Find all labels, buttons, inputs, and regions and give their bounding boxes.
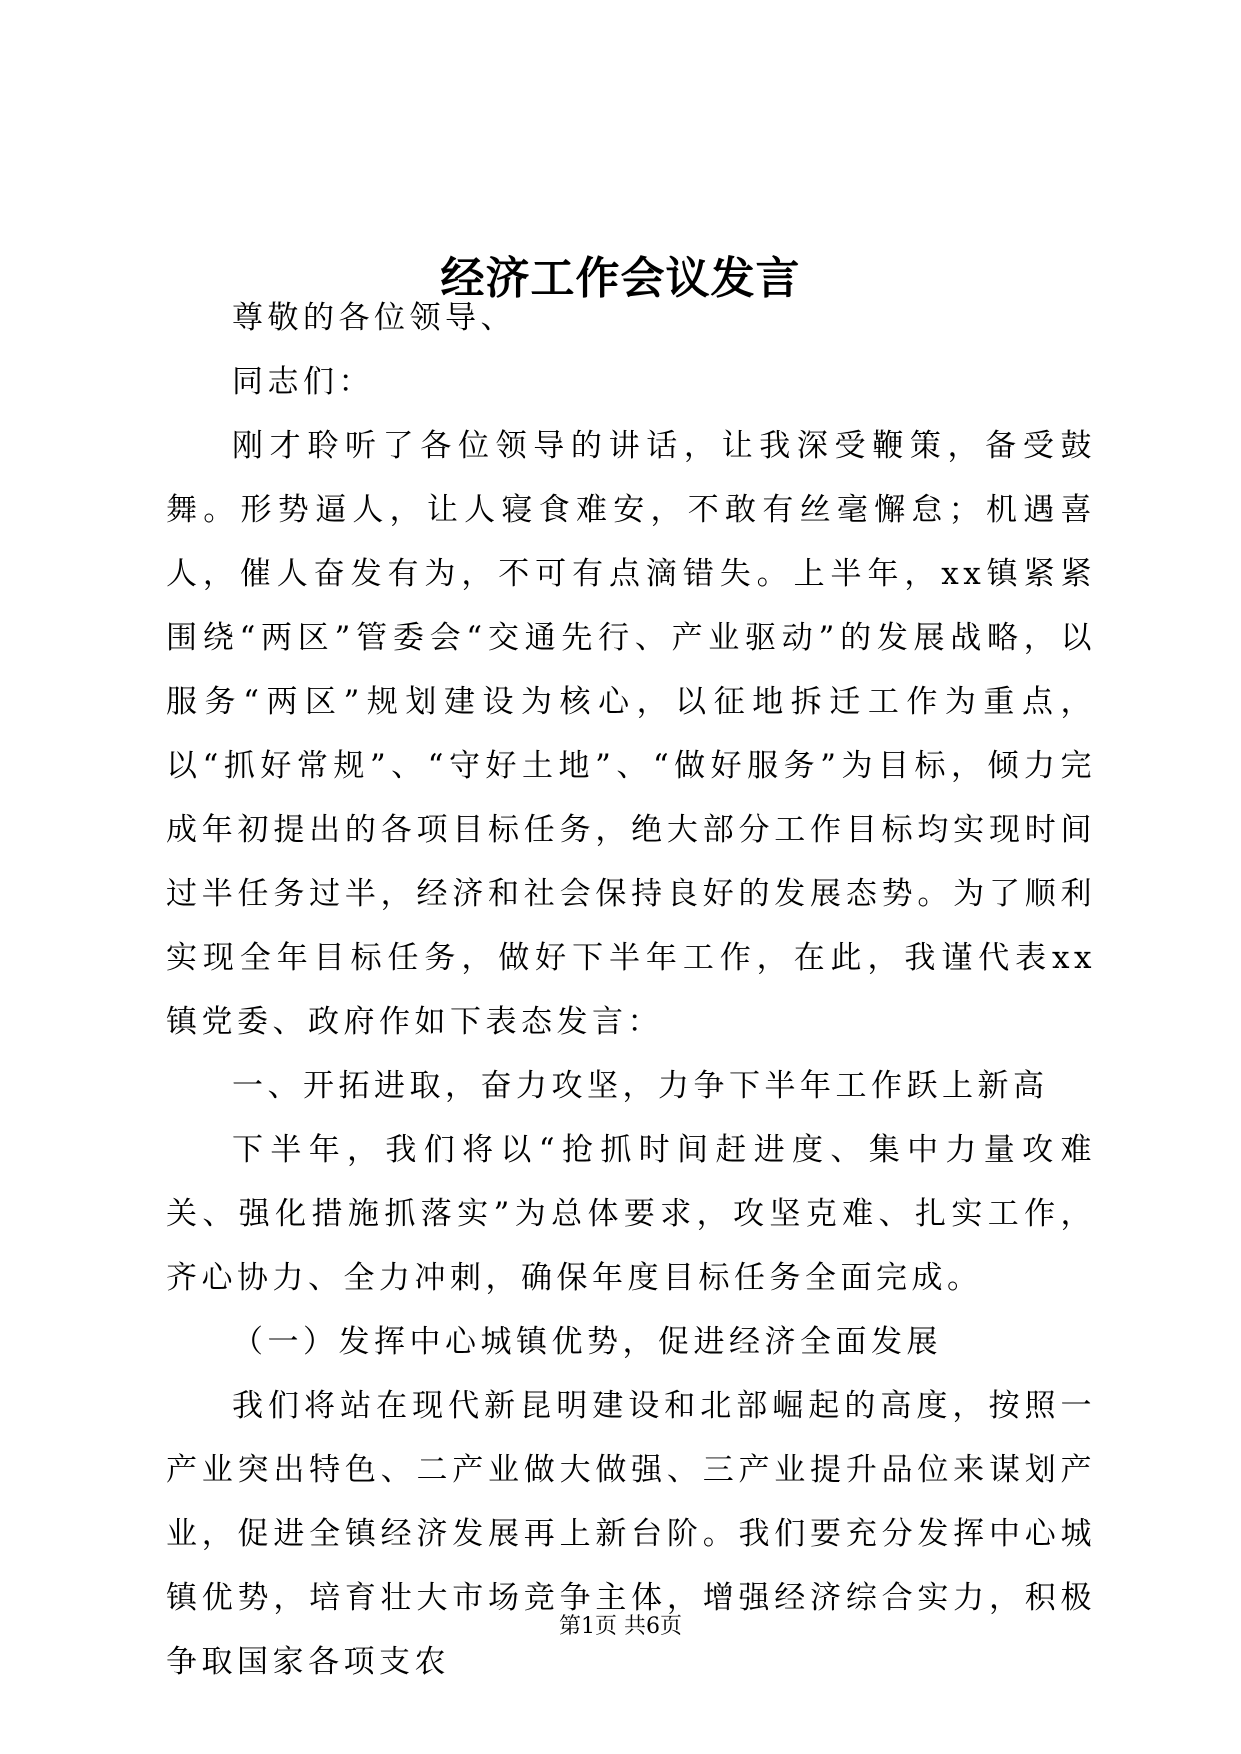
section-heading-1: 一、开拓进取，奋力攻坚，力争下半年工作跃上新高: [232, 1068, 1049, 1104]
paragraph-economy: 我们将站在现代新昆明建设和北部崛起的高度，按照一产业突出特色、二产业做大做强、三产业提升品位来谋划产业，促进全镇经济发展再上新台阶。我们要充分发挥中心城镇优势，培育壮大市场竞争主体，增强经济综合实力，积极争取国家各项支农: [166, 1388, 1096, 1680]
subsection-heading-1: （一）发挥中心城镇优势，促进经济全面发展: [232, 1324, 942, 1360]
paragraph-comrades: 同志们：: [232, 364, 374, 400]
document-title: 经济工作会议发言: [440, 253, 801, 305]
paragraph-second-half: 下半年，我们将以“抢抓时间赶进度、集中力量攻难关、强化措施抓落实”为总体要求，攻坚克难、扎实工作，齐心协力、全力冲刺，确保年度目标任务全面完成。: [166, 1132, 1096, 1296]
paragraph-intro: 刚才聆听了各位领导的讲话，让我深受鞭策，备受鼓舞。形势逼人，让人寝食难安，不敢有丝毫懈怠；机遇喜人，催人奋发有为，不可有点滴错失。上半年，xx镇紧紧围绕“两区”管委会“交通先行、产业驱动”的发展战略，以服务“两区”规划建设为核心，以征地拆迁工作为重点，以“抓好常规”、“守好土地”、“做好服务”为目标，倾力完成年初提出的各项目标任务，绝大部分工作目标均实现时间过半任务过半，经济和社会保持良好的发展态势。为了顺利实现全年目标任务，做好下半年工作，在此，我谨代表xx镇党委、政府作如下表态发言：: [166, 428, 1096, 1040]
document-body: [166, 286, 1096, 1694]
paragraph-salutation: 尊敬的各位领导、: [232, 300, 516, 336]
page-footer: 第1页 共6页: [559, 1614, 682, 1639]
